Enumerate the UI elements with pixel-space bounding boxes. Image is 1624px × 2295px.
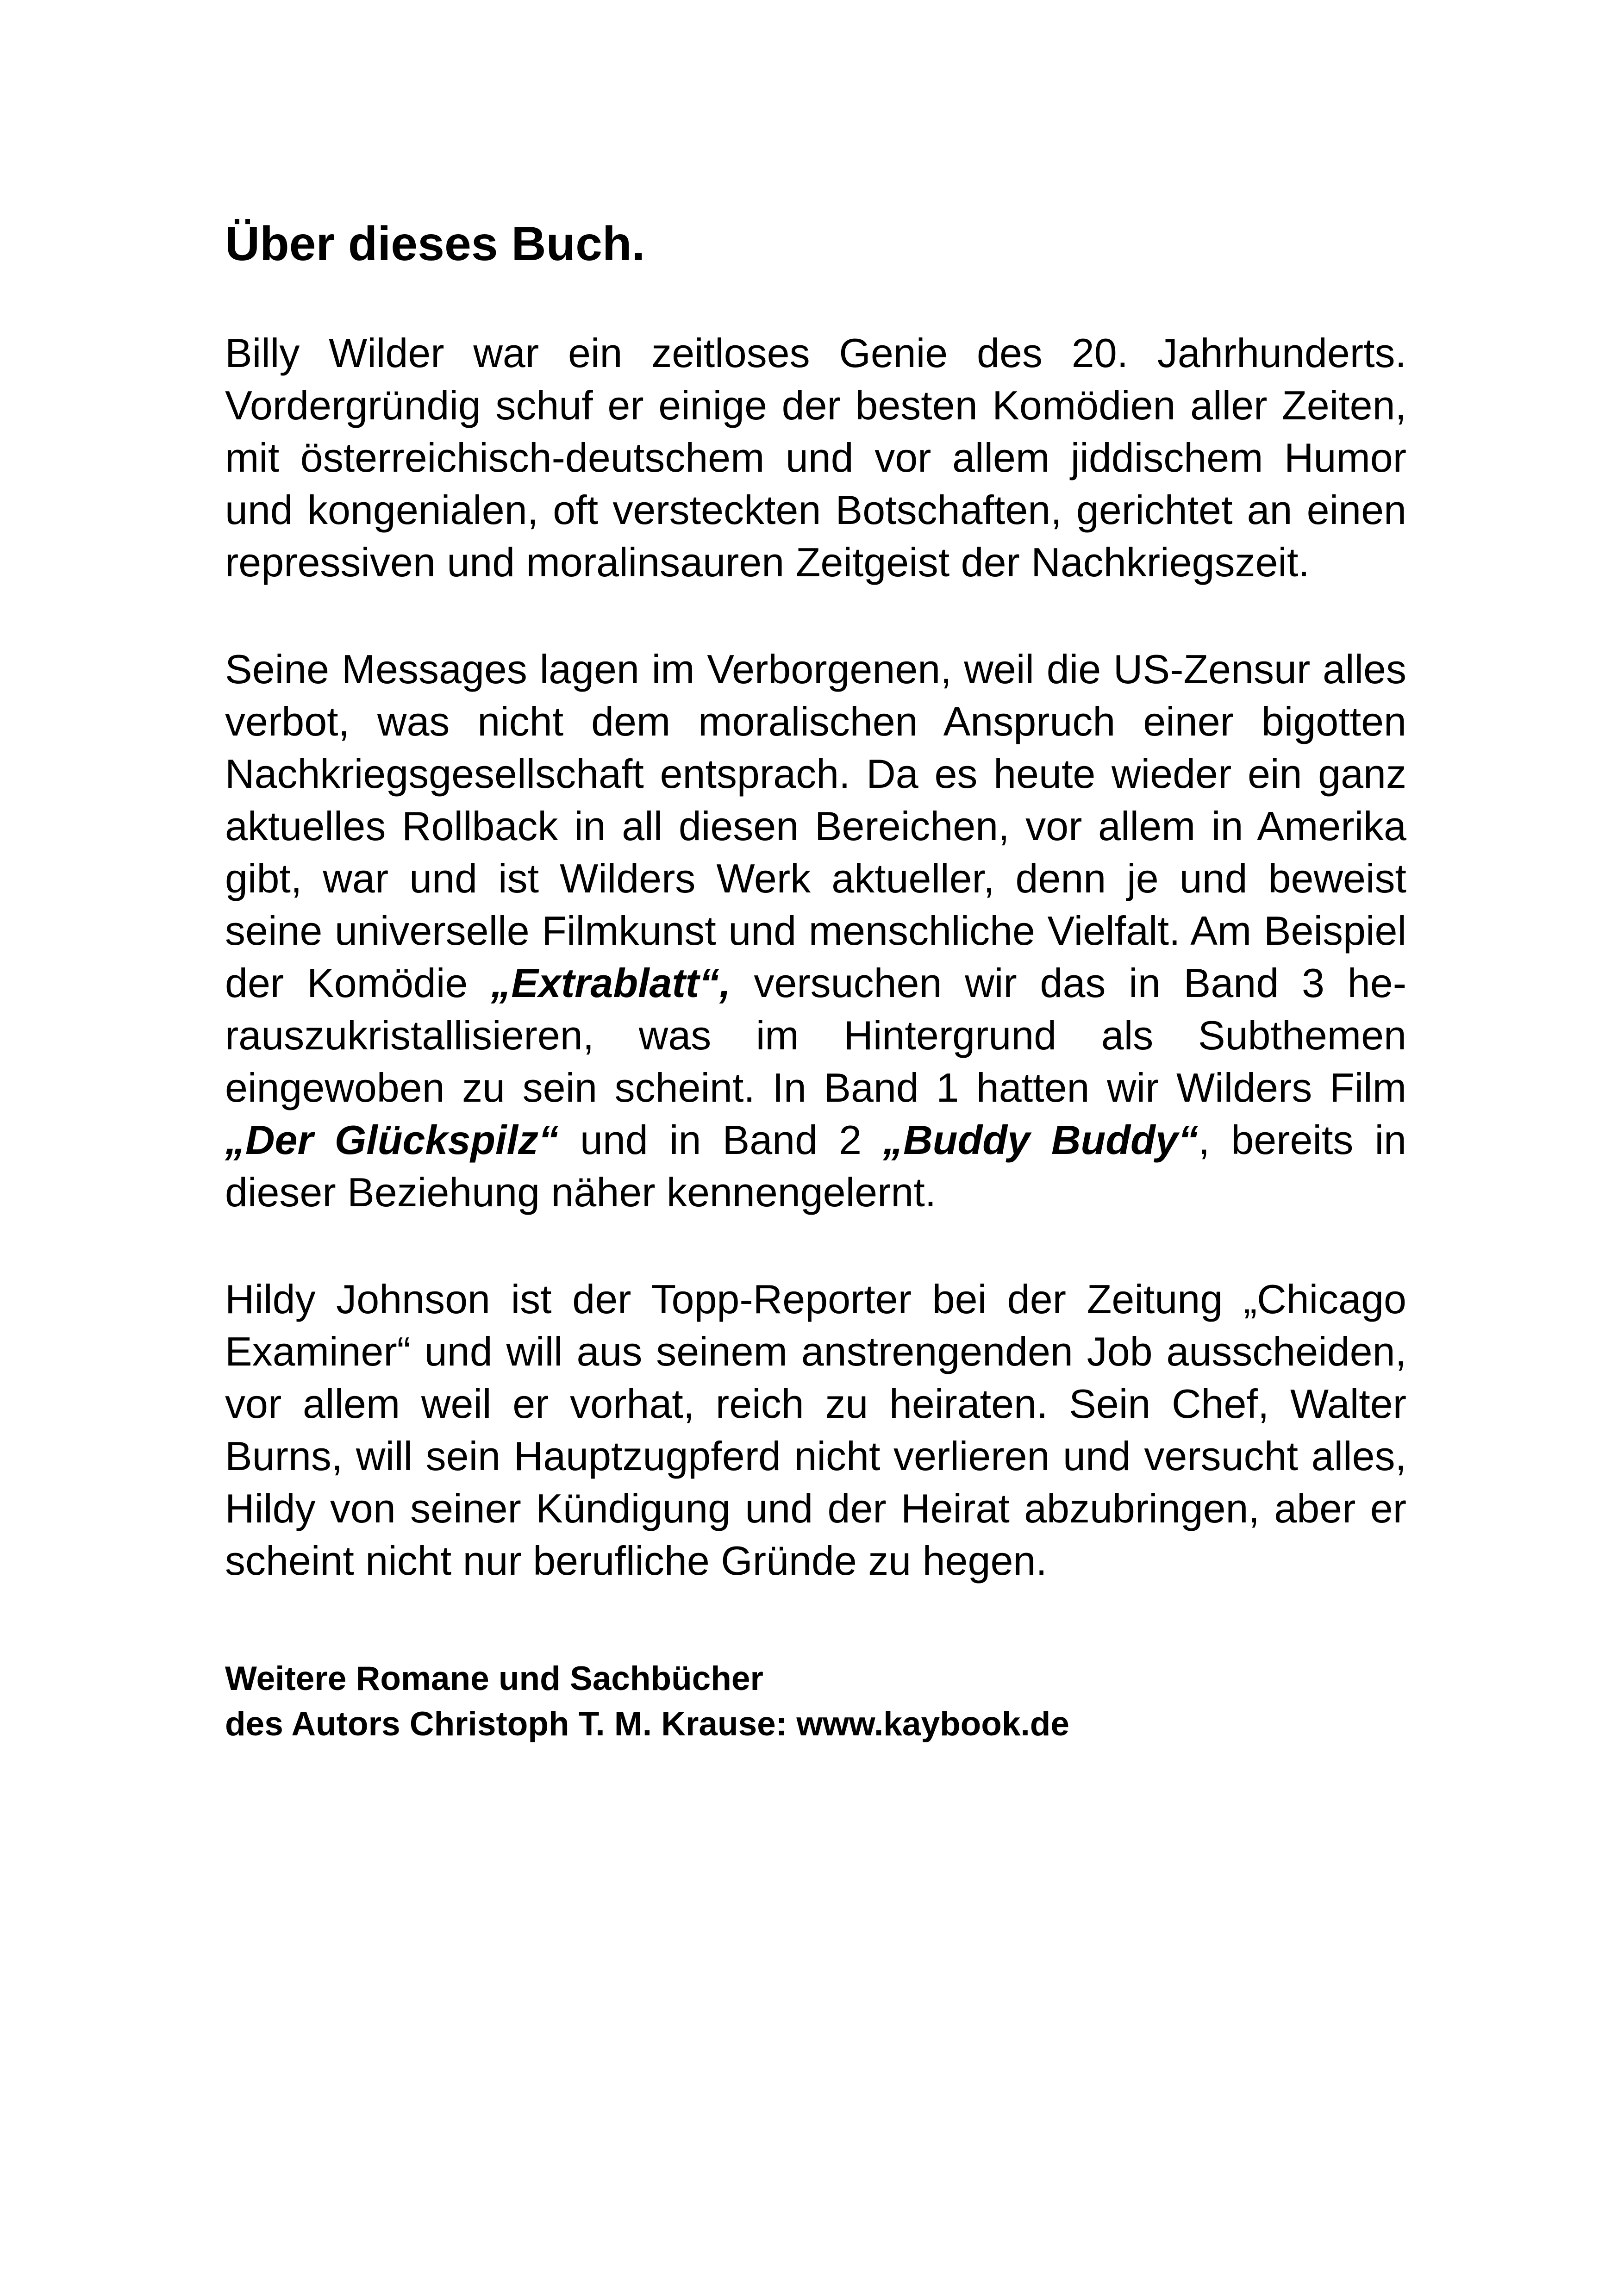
paragraph-intro: Billy Wilder war ein zeitloses Genie des 20. Jahrhunderts. Vordergründig schuf er einige der besten Komödien aller Zeiten, mit österreichisch-deutschem und vor allem jiddischem Humor und kongenialen, oft versteckten Botschaften, gerichtet an einen repressiven und moralinsauren Zeitgeist der Nachkriegszeit. [225,330,1406,586]
footer-line-2: des Autors Christoph T. M. Krause: www.kaybook.de [225,1705,1069,1743]
footer-line-1: Weitere Romane und Sachbücher [225,1660,763,1698]
paragraph-messages-text-a: Seine Messages lagen im Verborgenen, weil die US-Zensur alles verbot, was nicht dem moralischen Anspruch einer bigotten Nachkriegsgesellschaft entsprach. Da es heute wieder ein ganz aktuelles Rollback in all diesen Bereichen, vor allem in Amerika gibt, war und ist Wilders Werk aktueller, denn je und beweist seine universelle Filmkunst und menschliche Vielfalt. Am Beispiel der Komödie [225,646,1406,1006]
film-title-extrablatt: „Extrablatt“, [491,960,731,1006]
paragraph-messages-text-b: versuchen wir das in Band 3 herauszukristallisieren, was im Hintergrund als Subthemen eingewoben zu sein scheint. In Band 1 hatten wir Wilders Film [225,960,1406,1111]
author-footer [225,1656,1406,1747]
page-title: Über dieses Buch. [225,217,645,271]
paragraph-plot: Hildy Johnson ist der Topp-Reporter bei der Zeitung „Chicago Examiner“ und will aus seinem anstrengenden Job ausscheiden, vor allem weil er vorhat, reich zu heiraten. Sein Chef, Walter Burns, will sein Hauptzugpferd nicht verlieren und versucht alles, Hildy von seiner Kündigung und der Heirat abzubringen, aber er scheint nicht nur berufliche Gründe zu hegen. [225,1276,1406,1584]
paragraph-messages-text-d: , bereits in dieser Beziehung näher kennengelernt. [225,1117,1406,1216]
paragraph-messages-text-c: und in Band 2 [558,1117,883,1163]
film-title-der-glueckspilz: „Der Glückspilz“ [225,1117,559,1163]
film-title-buddy-buddy: „Buddy Buddy“ [883,1117,1199,1163]
paragraph-messages [225,643,1406,1218]
page-content [225,218,1406,1747]
